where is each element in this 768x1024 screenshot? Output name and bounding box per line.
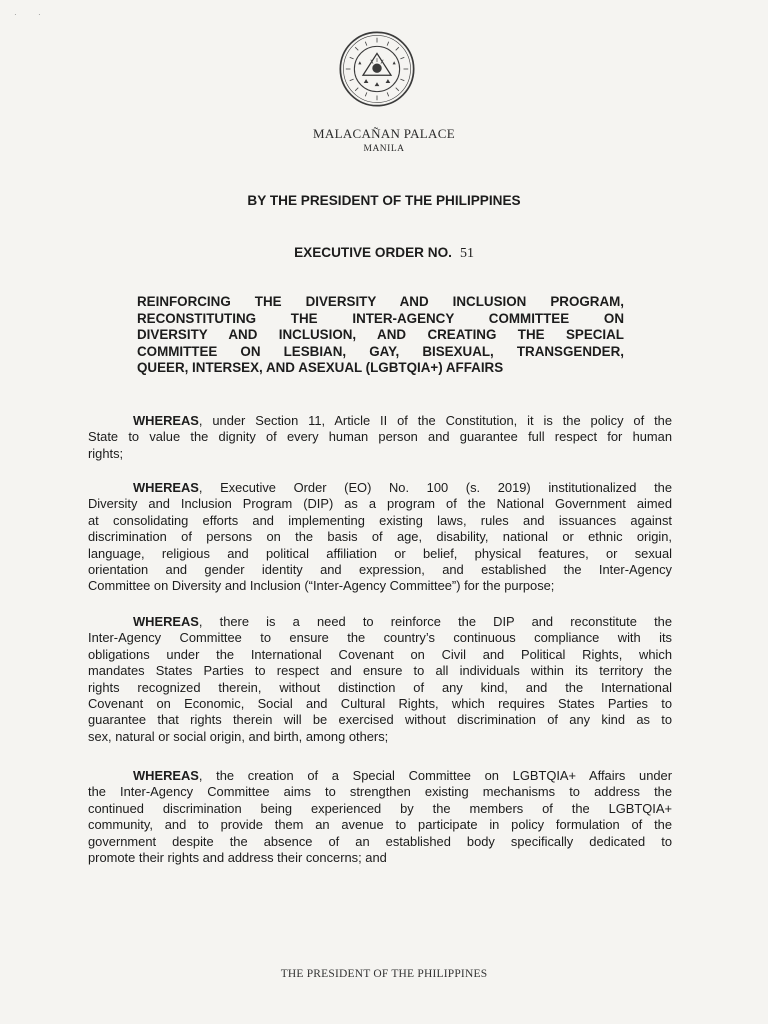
paragraph-line: community, and to provide them an avenue to participate in policy formulation of the: [88, 817, 672, 833]
paragraph-text: , under Section 11, Article II of the Constitution, it is the policy of the: [198, 413, 672, 428]
paragraph-line: sex, natural or social origin, and birth, among others;: [88, 728, 389, 744]
order-label: EXECUTIVE ORDER NO.: [294, 245, 452, 260]
page-footer: THE PRESIDENT OF THE PHILIPPINES: [280, 968, 488, 980]
whereas-lead: WHEREAS: [133, 614, 199, 629]
order-number: 51: [459, 246, 474, 261]
paragraph-line: orientation and gender identity and expression, and established the Inter-Agency: [88, 562, 672, 578]
palace-city: MANILA: [363, 144, 405, 154]
whereas-lead: WHEREAS: [133, 480, 199, 495]
issuer-heading: BY THE PRESIDENT OF THE PHILIPPINES: [247, 193, 521, 208]
paragraph-line: Covenant on Economic, Social and Cultural Rights, which requires States Parties to: [88, 696, 672, 712]
paragraph-line: promote their rights and address their concerns; and: [88, 850, 387, 866]
order-title-line: RECONSTITUTING THE INTER-AGENCY COMMITTEE ON: [137, 310, 624, 326]
paragraph-line: obligations under the International Covenant on Civil and Political Rights, which: [88, 646, 672, 662]
paragraph-line: rights recognized therein, without distinction of any kind, and the International: [88, 679, 672, 695]
paragraph-line: [88, 480, 672, 496]
paragraph-line: discrimination of persons on the basis of age, disability, national or ethnic origin,: [88, 529, 672, 545]
paragraph-line: [88, 614, 672, 630]
order-title-line: DIVERSITY AND INCLUSION, AND CREATING THE SPECIAL: [137, 327, 624, 343]
paragraph-text: , Executive Order (EO) No. 100 (s. 2019) institutionalized the: [198, 480, 672, 495]
order-heading: [0, 245, 768, 262]
paragraph-line: the Inter-Agency Committee aims to strengthen existing mechanisms to address the: [88, 784, 672, 800]
paragraph-line: rights;: [88, 445, 124, 461]
order-title: [137, 294, 624, 377]
seal-icon: [338, 30, 416, 108]
whereas-paragraph-1: [88, 413, 672, 462]
whereas-paragraph-4: [88, 768, 672, 866]
paragraph-line: guarantee that rights therein will be exercised without discrimination of any kind as to: [88, 712, 672, 728]
paragraph-line: Inter-Agency Committee to ensure the country’s continuous compliance with its: [88, 630, 672, 646]
paragraph-line: [88, 768, 672, 784]
paragraph-line: [88, 413, 672, 429]
paragraph-line: State to value the dignity of every human person and guarantee full respect for human: [88, 429, 672, 445]
order-title-line: REINFORCING THE DIVERSITY AND INCLUSION PROGRAM,: [137, 294, 624, 309]
scan-speck: ·: [14, 10, 17, 19]
whereas-lead: WHEREAS: [133, 413, 199, 428]
paragraph-text: , the creation of a Special Committee on LGBTQIA+ Affairs under: [198, 768, 672, 783]
paragraph-line: at consolidating efforts and implementing existing laws, rules and issuances against: [88, 512, 672, 528]
scan-speck: ·: [38, 10, 41, 19]
order-title-line: COMMITTEE ON LESBIAN, GAY, BISEXUAL, TRANSGENDER,: [137, 343, 624, 359]
whereas-paragraph-3: [88, 614, 672, 745]
whereas-paragraph-2: [88, 480, 672, 595]
paragraph-line: Committee on Diversity and Inclusion (“Inter-Agency Committee”) for the purpose;: [88, 578, 555, 594]
paragraph-line: Diversity and Inclusion Program (DIP) as a program of the National Government aimed: [88, 496, 672, 512]
paragraph-line: language, religious and political affiliation or belief, physical features, or sexual: [88, 545, 672, 561]
order-title-line: QUEER, INTERSEX, AND ASEXUAL (LGBTQIA+) AFFAIRS: [137, 360, 504, 376]
paragraph-text: , there is a need to reinforce the DIP and reconstitute the: [198, 614, 672, 629]
paragraph-line: mandates States Parties to respect and ensure to all individuals within its territory the: [88, 663, 672, 679]
whereas-lead: WHEREAS: [133, 768, 199, 783]
paragraph-line: continued discrimination being experienced by the members of the LGBTQIA+: [88, 800, 672, 816]
paragraph-line: government despite the absence of an established body specifically dedicated to: [88, 833, 672, 849]
palace-title: MALACAÑAN PALACE: [313, 126, 455, 141]
